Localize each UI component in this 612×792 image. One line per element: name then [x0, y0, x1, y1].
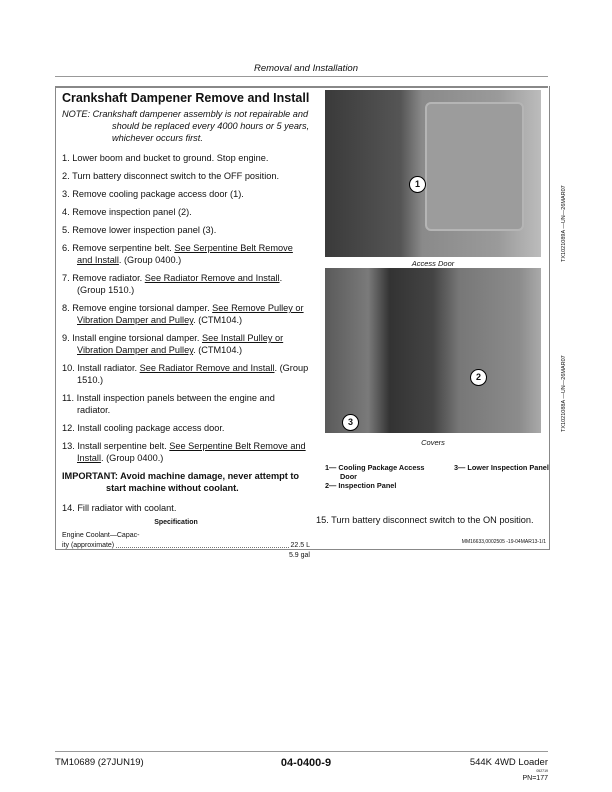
step-list: [62, 152, 310, 464]
callout-1: 1: [409, 176, 426, 193]
procedure-column: [62, 92, 310, 561]
step-number: 8.: [62, 303, 70, 313]
step-number: 11.: [62, 393, 75, 403]
footer-date-code: 052719: [536, 769, 548, 773]
figure-caption-access-door: Access Door: [411, 259, 455, 268]
step-number: 10.: [62, 363, 75, 373]
figure-caption-covers: Covers: [421, 438, 445, 447]
step-number: 13.: [62, 441, 75, 451]
legend-item-3: 3— Lower Inspection Panel: [454, 463, 549, 472]
step-text: Remove inspection panel (2).: [72, 207, 192, 217]
step-number: 1.: [62, 153, 70, 163]
step-text: . (CTM104.): [193, 345, 243, 355]
step-text: Remove engine torsional damper.: [72, 303, 213, 313]
cross-reference-link[interactable]: See Install Pulley or Vibration Damper and Pulley: [77, 333, 284, 355]
footer-pn: PN=177: [522, 775, 548, 782]
step-12: [62, 422, 310, 434]
leader-dots: [116, 541, 288, 548]
step-text: Install inspection panels between the engine and radiator.: [76, 393, 275, 415]
legend-item-2: 2— Inspection Panel: [325, 481, 397, 490]
step-text: Install cooling package access door.: [77, 423, 225, 433]
step-15: 15. Turn battery disconnect switch to the ON position.: [316, 515, 534, 525]
step-5: [62, 224, 310, 236]
step-7: [62, 272, 310, 296]
cross-reference-link[interactable]: See Serpentine Belt Remove and Install: [77, 243, 293, 265]
spec-title: Specification: [154, 519, 198, 526]
step-text: Lower boom and bucket to ground. Stop engine.: [72, 153, 269, 163]
header-divider: [55, 76, 548, 77]
cross-reference-link[interactable]: See Serpentine Belt Remove and Install: [77, 441, 306, 463]
door-panel: [425, 102, 524, 231]
note: NOTE: Crankshaft dampener assembly is not repairable and should be replaced every 4000 hours or 5 years, whichever occurs first.: [62, 109, 310, 143]
step-text: Install serpentine belt.: [77, 441, 170, 451]
callout-3: 3: [342, 414, 359, 431]
spec-value-metric: 22.5 L: [290, 542, 310, 549]
step-text: Remove lower inspection panel (3).: [72, 225, 217, 235]
step-text: Remove radiator.: [72, 273, 145, 283]
section-header: Removal and Installation: [253, 63, 359, 74]
procedure-title: Crankshaft Dampener Remove and Install: [62, 91, 310, 105]
step-text: Remove serpentine belt.: [72, 243, 175, 253]
legend-item-1: 1— Cooling Package Access Door: [325, 463, 425, 481]
important-notice: IMPORTANT: Avoid machine damage, never attempt to start machine without coolant.: [62, 471, 300, 493]
step-9: [62, 332, 310, 356]
step-number: 2.: [62, 171, 70, 181]
step-text: . (Group 0400.): [118, 255, 182, 265]
figure-id-2: TX1021088A —UN—26MAR07: [561, 355, 567, 432]
reference-id: MM16633,0002505 -19-04MAR13-1/1: [461, 539, 546, 545]
step-number: 4.: [62, 207, 70, 217]
step-number: 5.: [62, 225, 70, 235]
specification-table: [62, 518, 310, 561]
step-6: [62, 242, 310, 266]
footer-page-number: 04-0400-9: [280, 757, 332, 769]
step-8: [62, 302, 310, 326]
step-13: [62, 440, 310, 464]
step-14: 14. Fill radiator with coolant.: [62, 503, 177, 513]
step-4: [62, 206, 310, 218]
step-text: Install radiator.: [77, 363, 140, 373]
step-text: . (Group 1510.): [77, 273, 283, 295]
footer-model: 544K 4WD Loader: [469, 757, 548, 768]
cross-reference-link[interactable]: See Radiator Remove and Install: [139, 363, 275, 373]
spec-value-imperial: 5.9 gal: [288, 552, 310, 559]
step-3: [62, 188, 310, 200]
covers-photo: [325, 268, 541, 433]
spec-label-2: ity (approximate): [62, 542, 115, 549]
step-number: 7.: [62, 273, 70, 283]
footer-divider: [55, 751, 548, 752]
step-number: 9.: [62, 333, 70, 343]
footer-manual-id: TM10689 (27JUN19): [55, 757, 144, 768]
step-text: . (Group 0400.): [101, 453, 164, 463]
step-10: [62, 362, 310, 386]
step-2: [62, 170, 310, 182]
figure-id-1: TX1021089A —UN—26MAR07: [561, 185, 567, 262]
step-text: . (CTM104.): [193, 315, 243, 325]
step-text: . (Group 1510.): [77, 363, 309, 385]
callout-2: 2: [470, 369, 487, 386]
cross-reference-link[interactable]: See Remove Pulley or Vibration Damper and Pulley: [77, 303, 304, 325]
spec-label-1: Engine Coolant—Capac-: [62, 532, 140, 539]
figure-legend: [325, 463, 549, 490]
step-number: 3.: [62, 189, 70, 199]
cross-reference-link[interactable]: See Radiator Remove and Install: [144, 273, 280, 283]
step-1: [62, 152, 310, 164]
step-text: Install engine torsional damper.: [72, 333, 202, 343]
step-text: Remove cooling package access door (1).: [72, 189, 244, 199]
step-number: 6.: [62, 243, 70, 253]
access-door-photo: [325, 90, 541, 257]
step-number: 12.: [62, 423, 75, 433]
step-text: Turn battery disconnect switch to the OFF position.: [72, 171, 280, 181]
step-11: [62, 392, 310, 416]
